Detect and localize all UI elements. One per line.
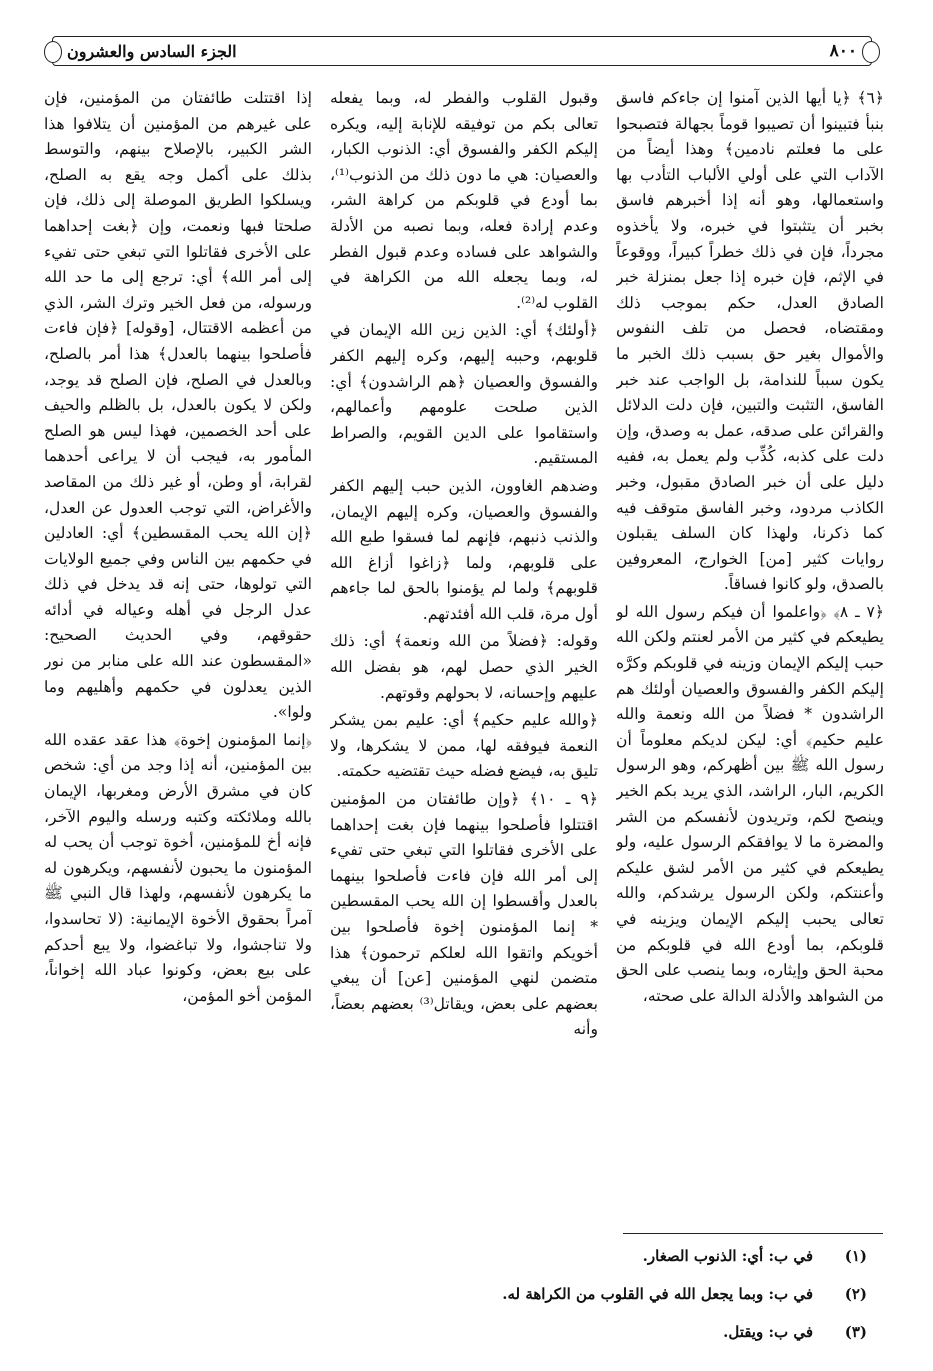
page-number: ٨٠٠ — [829, 41, 857, 61]
footnotes — [87, 1238, 867, 1358]
column-right — [616, 86, 884, 1232]
footnote-text: في ب: وبما يجعل الله في القلوب من الكراهة له. — [502, 1285, 813, 1303]
footnote — [87, 1244, 867, 1268]
paragraph: ﴿والله عليم حكيم﴾ أي: عليم بمن يشكر النعمة فيوفقه لها، ممن لا يشكرها، ولا تليق به، فيضع فضله حيث تقتضيه حكمته. — [330, 711, 598, 781]
footnote — [87, 1282, 867, 1306]
paragraph: ﴿٩ ـ ١٠﴾ ﴿وإن طائفتان من المؤمنين اقتتلوا فأصلحوا بينهما فإن بغت إحداهما على الأخرى فقاتلوا التي تبغي حتى تفيء إلى أمر الله فإن فاءت فأصلحوا بينهما بالعدل وأقسطوا إن الله يحب المقسطين * إنما المؤمنون إخوة فأصلحوا بين أخويكم واتقوا الله لعلكم ترحمون﴾ هذا متضمن لنهي المؤمنين [عن] أن يبغي بعضهم على بعض، ويقاتل⁽³⁾ بعضهم بعضاً، وأنه — [330, 790, 598, 1039]
footnote — [87, 1320, 867, 1344]
page-header — [52, 36, 872, 66]
paragraph: وقبول القلوب والفطر له، وبما يفعله تعالى بكم من توفيقه للإنابة إليه، ويكره إليكم الكفر والفسوق أي: الذنوب الكبار، والعصيان: هي ما دون ذلك من الذنوب⁽¹⁾، بما أودع في قلوبكم من كراهة الشر، وعدم إرادة فعله، وبما نصبه من الأدلة والشواهد على فساده وعدم قبول الفطر له، وبما يجعله الله من الكراهة في القلوب له⁽²⁾. — [330, 89, 598, 312]
footnote-number: (٢) — [844, 1285, 867, 1303]
column-middle — [330, 86, 598, 1232]
footnote-text: في ب: ويقتل. — [723, 1323, 813, 1341]
paragraph: ﴿٧ ـ ٨﴾ ﴿واعلموا أن فيكم رسول الله لو يطيعكم في كثير من الأمر لعنتم ولكن الله حبب إليكم الإيمان وزينه في قلوبكم وكرَّه إليكم الكفر والفسوق والعصيان أولئك هم الراشدون * فضلاً من الله ونعمة والله عليم حكيم﴾ أي: ليكن لديكم معلوماً أن رسول الله ﷺ بين أظهركم، وهو الرسول الكريم، البار، الراشد، الذي يريد بكم الخير وينصح لكم، وتريدون لأنفسكم من الشر والمضرة ما لا يوافقكم الرسول عليه، ولو يطيعكم في كثير من الأمر لشق عليكم وأعنتكم، ولكن الرسول يرشدكم، والله تعالى يحبب إليكم الإيمان ويزينه في قلوبكم، بما أودع الله في قلوبكم من محبة الحق وإيثاره، وبما ينصب على الحق من الشواهد والأدلة الدالة على صحته، — [616, 602, 884, 1005]
paragraph: ﴿أولئك﴾ أي: الذين زين الله الإيمان في قلوبهم، وحببه إليهم، وكره إليهم الكفر والفسوق والعصيان ﴿هم الراشدون﴾ أي: الذين صلحت علومهم وأعمالهم، واستقاموا على الدين القويم، والصراط المستقيم. — [330, 321, 598, 468]
paragraph: وضدهم الغاوون، الذين حبب إليهم الكفر والفسوق والعصيان، وكره إليهم الإيمان، والذنب ذنبهم، فإنهم لما فسقوا طبع الله على قلوبهم، ولما ﴿زاغوا أزاغ الله قلوبهم﴾ ولما لم يؤمنوا بالحق لما جاءهم أول مرة، قلب الله أفئدتهم. — [330, 476, 598, 623]
paragraph: إذا اقتتلت طائفتان من المؤمنين، فإن على غيرهم من المؤمنين أن يتلافوا هذا الشر الكبير، بالإصلاح بينهم، والتوسط بذلك على أكمل وجه يقع به الصلح، ويسلكوا الطريق الموصلة إلى ذلك، فإن صلحتا فبها ونعمت، وإن ﴿بغت إحداهما على الأخرى فقاتلوا التي تبغي حتى تفيء إلى أمر الله﴾ أي: ترجع إلى ما حد الله ورسوله، من فعل الخير وترك الشر، الذي من أعظمه الاقتتال، [وقوله] ﴿فإن فاءت فأصلحوا بينهما بالعدل﴾ هذا أمر بالصلح، وبالعدل في الصلح، فإن الصلح قد يوجد، ولكن لا يكون بالعدل، بل بالظلم والحيف على أحد الخصمين، فهذا ليس هو الصلح المأمور به، فيجب أن لا يراعى أحدهما لقرابة، أو وطن، أو غير ذلك من المقاصد والأغراض، التي توجب العدول عن العدل، ﴿إن الله يحب المقسطين﴾ أي: العادلين في حكمهم بين الناس وفي جميع الولايات التي تولوها، حتى إنه قد يدخل في ذلك عدل الرجل في أهله وعياله في أدائه حقوقهم، وفي الحديث الصحيح: «المقسطون عند الله على منابر من نور الذين يعدلون في حكمهم وأهليهم وما ولوا». — [44, 89, 312, 722]
paragraph: ﴿٦﴾ ﴿يا أيها الذين آمنوا إن جاءكم فاسق بنبأ فتبينوا أن تصيبوا قوماً بجهالة فتصبحوا على ما فعلتم نادمين﴾ وهذا أيضاً من الآداب التي على أولي الألباب التأدب بها واستعمالها، وهو أنه إذا أخبرهم فاسق بخبر أن يتثبتوا في خبره، ولا يأخذوه مجرداً، فإن في ذلك خطراً كبيراً، ووقوعاً في الإثم، فإن خبره إذا جعل بمنزلة خبر الصادق العدل، حكم بموجب ذلك ومقتضاه، فحصل من تلف النفوس والأموال بغير حق بسبب ذلك الخبر ما يكون سبباً للندامة، بل الواجب عند خبر الفاسق، التثبت والتبين، فإن دلت الدلائل والقرائن على صدقه، عمل به وصدق، وإن دلت على كذبه، كُذِّب ولم يعمل به، ففيه دليل على أن خبر الصادق مقبول، وخبر الكاذب مردود، وخبر الفاسق متوقف فيه كما ذكرنا، ولهذا كان السلف يقبلون روايات كثير [من] الخوارج، المعروفين بالصدق، ولو كانوا فساقاً. — [616, 89, 884, 594]
text-columns — [44, 86, 884, 1232]
footnote-number: (٣) — [844, 1323, 867, 1341]
paragraph: وقوله: ﴿فضلاً من الله ونعمة﴾ أي: ذلك الخير الذي حصل لهم، هو بفضل الله عليهم وإحسانه، لا بحولهم وقوتهم. — [330, 632, 598, 702]
running-title: الجزء السادس والعشرون — [67, 41, 237, 61]
footnote-number: (١) — [844, 1247, 867, 1265]
footnote-divider — [623, 1233, 883, 1234]
footnote-text: في ب: أي: الذنوب الصغار. — [642, 1247, 813, 1265]
column-left — [44, 86, 312, 1232]
paragraph: ﴿إنما المؤمنون إخوة﴾ هذا عقد عقده الله بين المؤمنين، أنه إذا وجد من أي: شخص كان في مشرق الأرض ومغربها، الإيمان بالله وملائكته وكتبه ورسله واليوم الآخر، فإنه أخ للمؤمنين، أخوة توجب أن يحب له المؤمنون ما يحبون لأنفسهم، ويكرهون له ما يكرهون لأنفسهم، ولهذا قال النبي ﷺ آمراً بحقوق الأخوة الإيمانية: (لا تحاسدوا، ولا تناجشوا، ولا تباغضوا، ولا يبع أحدكم على بيع بعض، وكونوا عباد الله إخواناً، المؤمن أخو المؤمن، — [44, 730, 312, 1005]
